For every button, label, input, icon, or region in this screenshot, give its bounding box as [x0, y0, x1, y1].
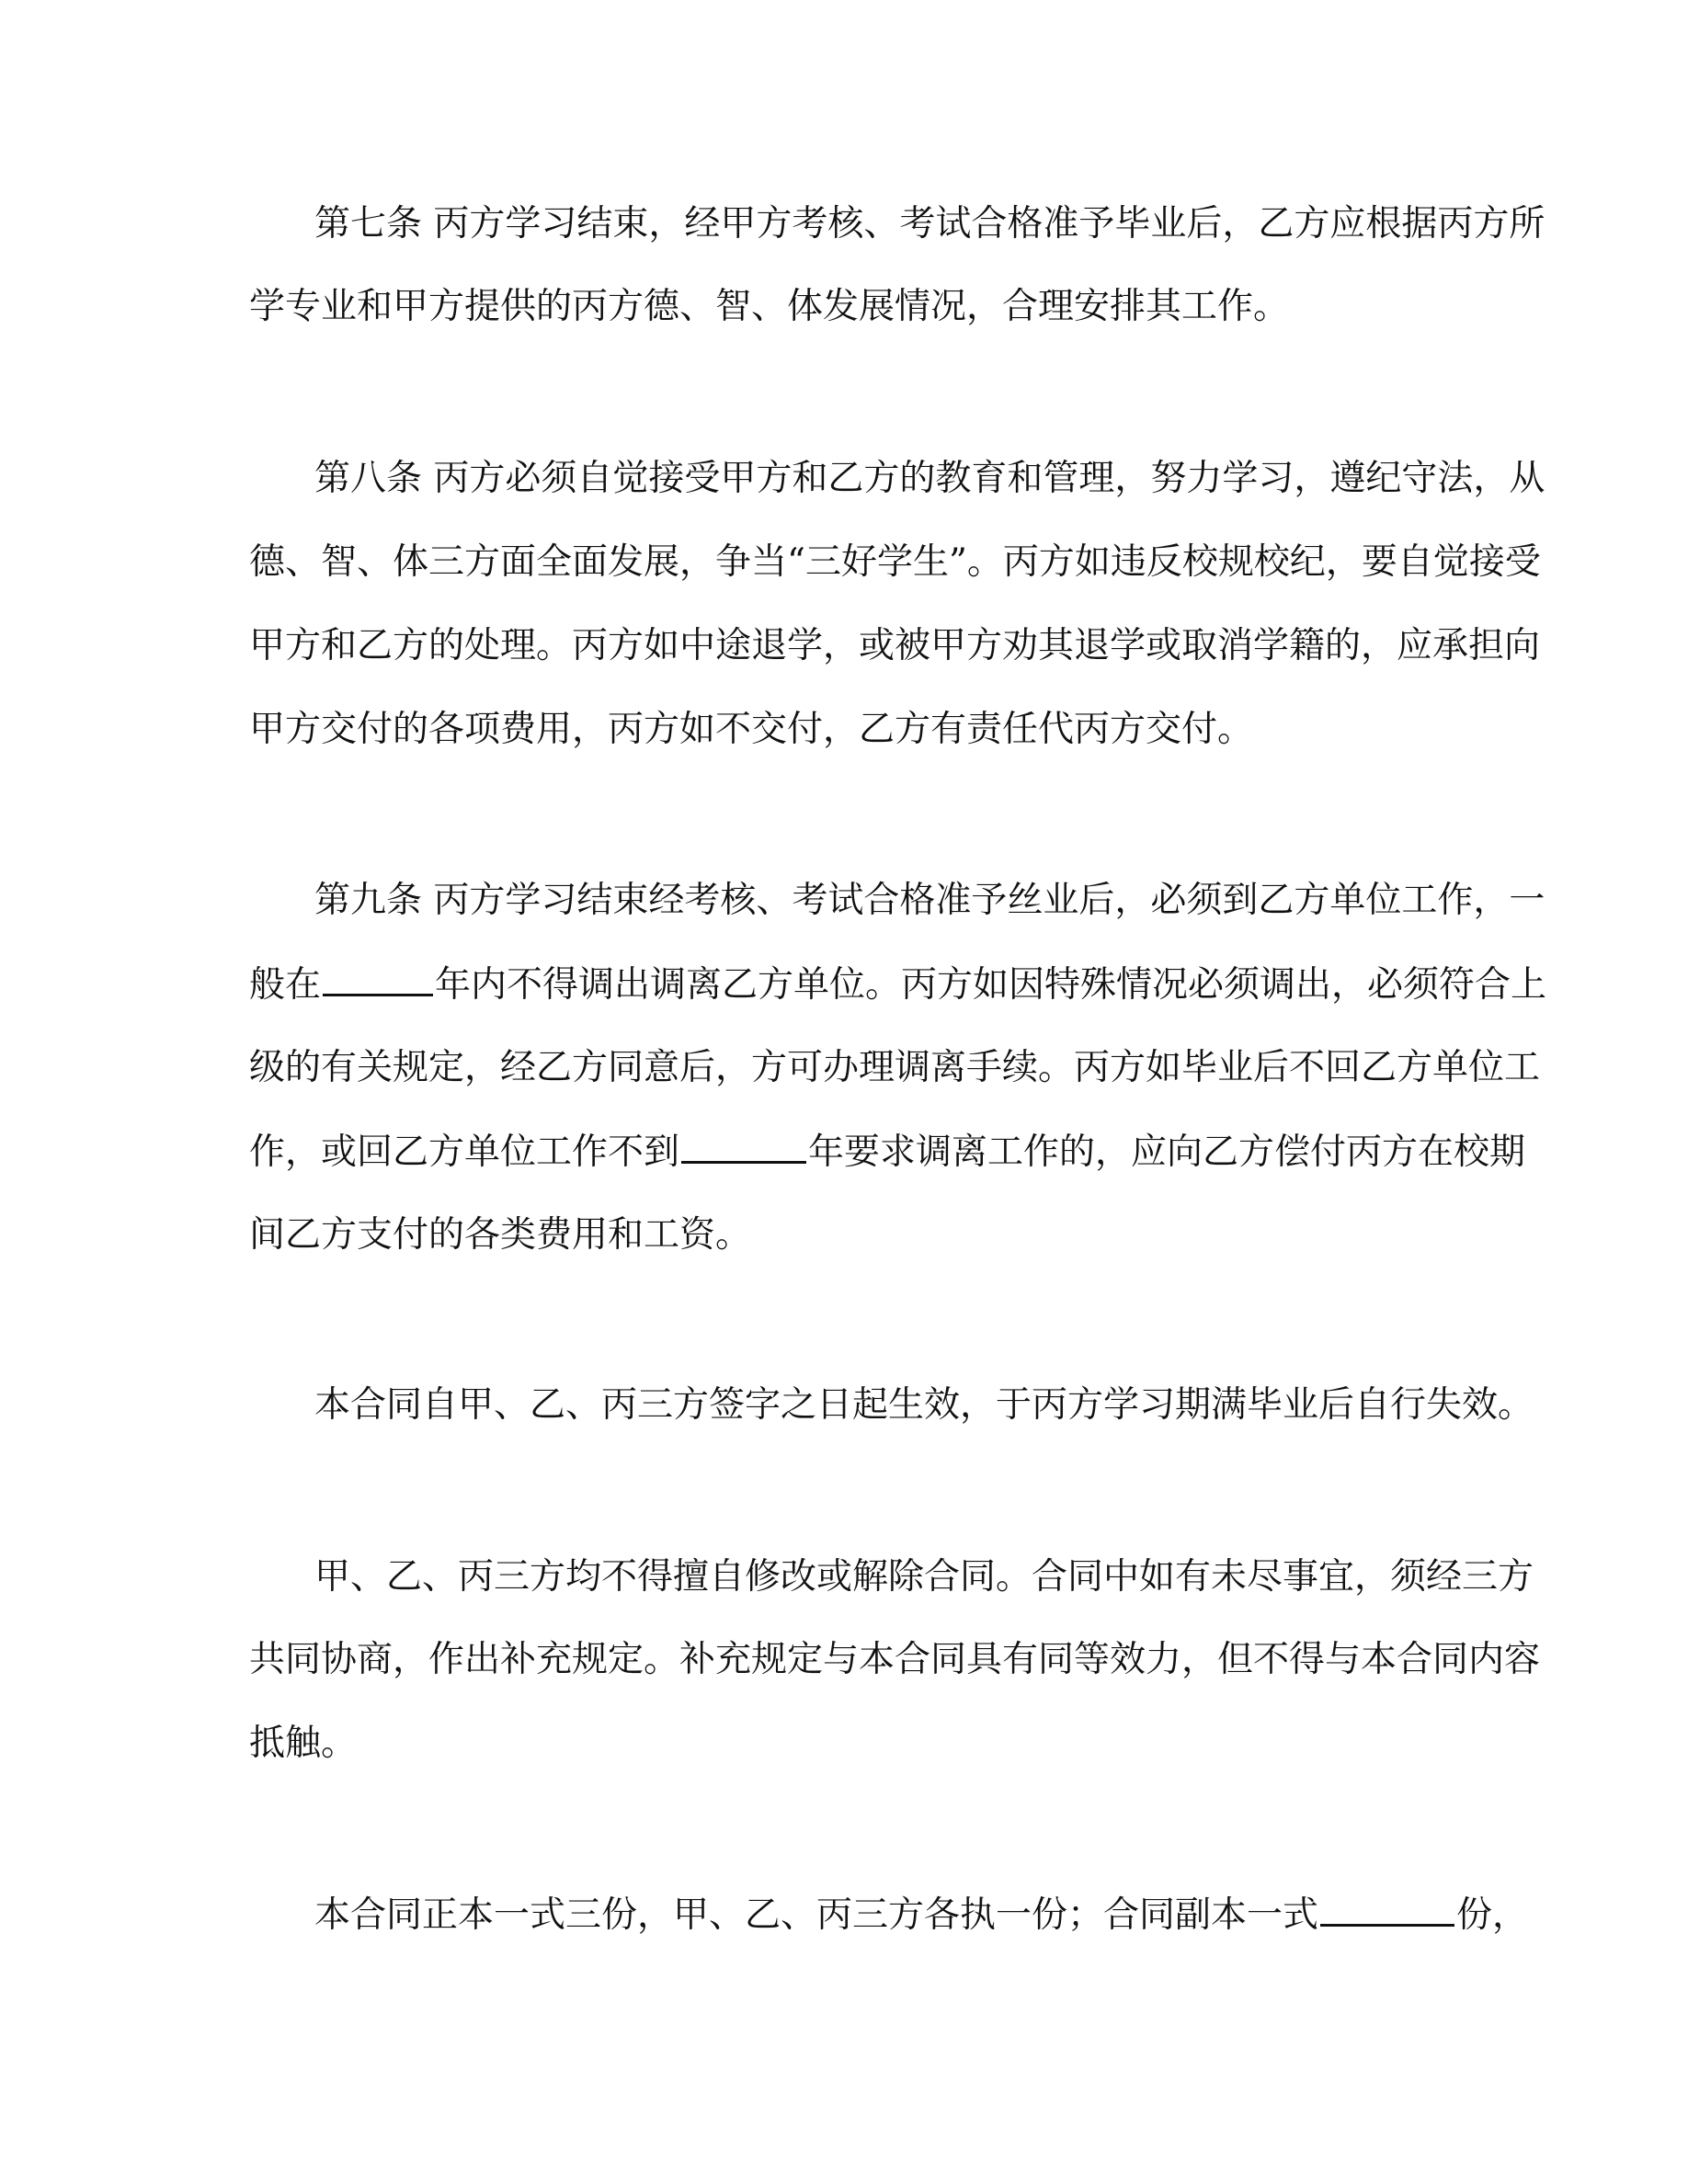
amendment-clause-line-2: 共同协商，作出补充规定。补充规定与本合同具有同等效力，但不得与本合同内容 [249, 1639, 1541, 1680]
work-years-blank-field[interactable] [681, 1128, 806, 1164]
copies-count-blank-field[interactable] [1320, 1891, 1454, 1927]
article-7-line-2: 学专业和甲方提供的丙方德、智、体发展情况，合理安排其工作。 [249, 286, 1290, 327]
copies-clause-after: 份， [1456, 1894, 1529, 1936]
article-9-line-5: 间乙方支付的各类费用和工资。 [249, 1214, 752, 1256]
article-9-line-2 [249, 961, 1547, 1009]
effective-clause-line-1: 本合同自甲、乙、丙三方签字之日起生效，于丙方学习期满毕业后自行失效。 [314, 1384, 1534, 1426]
article-8-line-3: 甲方和乙方的处理。丙方如中途退学，或被甲方劝其退学或取消学籍的，应承担向 [249, 625, 1541, 666]
amendment-clause-line-3: 抵触。 [249, 1723, 358, 1764]
article-9-line-4 [249, 1128, 1526, 1177]
years-blank-field[interactable] [323, 961, 433, 996]
article-9-line-3: 级的有关规定，经乙方同意后，方可办理调离手续。丙方如毕业后不回乙方单位工 [249, 1047, 1541, 1088]
article-9-line-2-before: 般在 [249, 964, 322, 1006]
article-8-line-4: 甲方交付的各项费用，丙方如不交付，乙方有责任代丙方交付。 [249, 709, 1254, 750]
article-9-line-4-before: 作，或回乙方单位工作不到 [249, 1132, 680, 1173]
article-9-line-2-after: 年内不得调出调离乙方单位。丙方如因特殊情况必须调出，必须符合上 [435, 964, 1547, 1006]
article-9-line-4-after: 年要求调离工作的，应向乙方偿付丙方在校期 [808, 1132, 1526, 1173]
copies-clause-before: 本合同正本一式三份，甲、乙、丙三方各执一份；合同副本一式 [314, 1894, 1319, 1936]
article-8-line-2: 德、智、体三方面全面发展，争当“三好学生”。丙方如违反校规校纪，要自觉接受 [249, 541, 1541, 583]
article-7-line-1: 第七条 丙方学习结束，经甲方考核、考试合格准予毕业后，乙方应根据丙方所 [314, 203, 1545, 245]
copies-clause-line-1 [314, 1891, 1529, 1939]
amendment-clause-line-1: 甲、乙、丙三方均不得擅自修改或解除合同。合同中如有未尽事宜，须经三方 [314, 1556, 1534, 1598]
article-9-line-1: 第九条 丙方学习结束经考核、考试合格准予丝业后，必须到乙方单位工作，一 [314, 880, 1545, 921]
article-8-line-1: 第八条 丙方必须自觉接受甲方和乙方的教育和管理，努力学习，遵纪守法，从 [314, 458, 1545, 499]
